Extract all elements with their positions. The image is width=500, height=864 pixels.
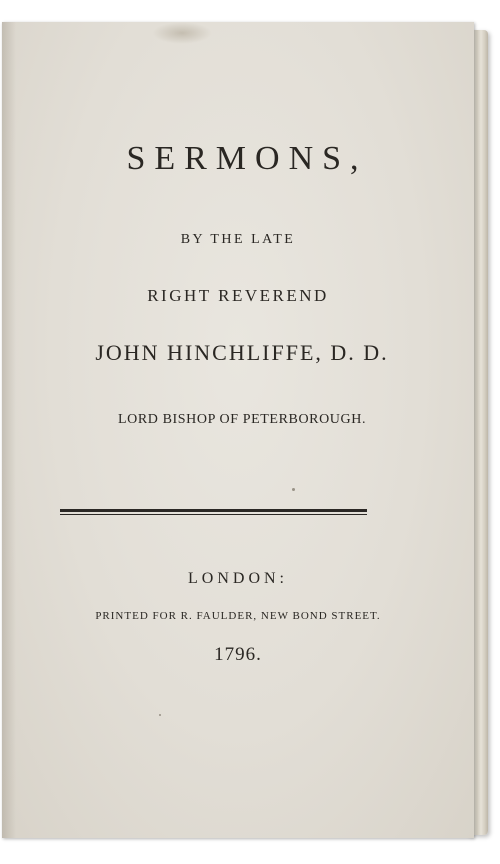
book-title: SERMONS, xyxy=(126,140,368,177)
imprint-place: LONDON: xyxy=(188,570,288,587)
honorific: RIGHT REVEREND xyxy=(147,286,329,305)
imprint-printer: PRINTED FOR R. FAULDER, NEW BOND STREET. xyxy=(95,610,381,622)
imprint-year: 1796. xyxy=(214,644,262,665)
by-line: BY THE LATE xyxy=(180,232,296,247)
double-rule-divider xyxy=(60,509,367,515)
title-page xyxy=(2,22,474,838)
paper-stain xyxy=(152,22,212,44)
author-name: JOHN HINCHLIFFE, D. D. xyxy=(95,340,389,365)
paper-speck xyxy=(292,488,295,491)
paper-speck xyxy=(159,714,161,716)
author-title: LORD BISHOP OF PETERBOROUGH. xyxy=(117,412,367,427)
